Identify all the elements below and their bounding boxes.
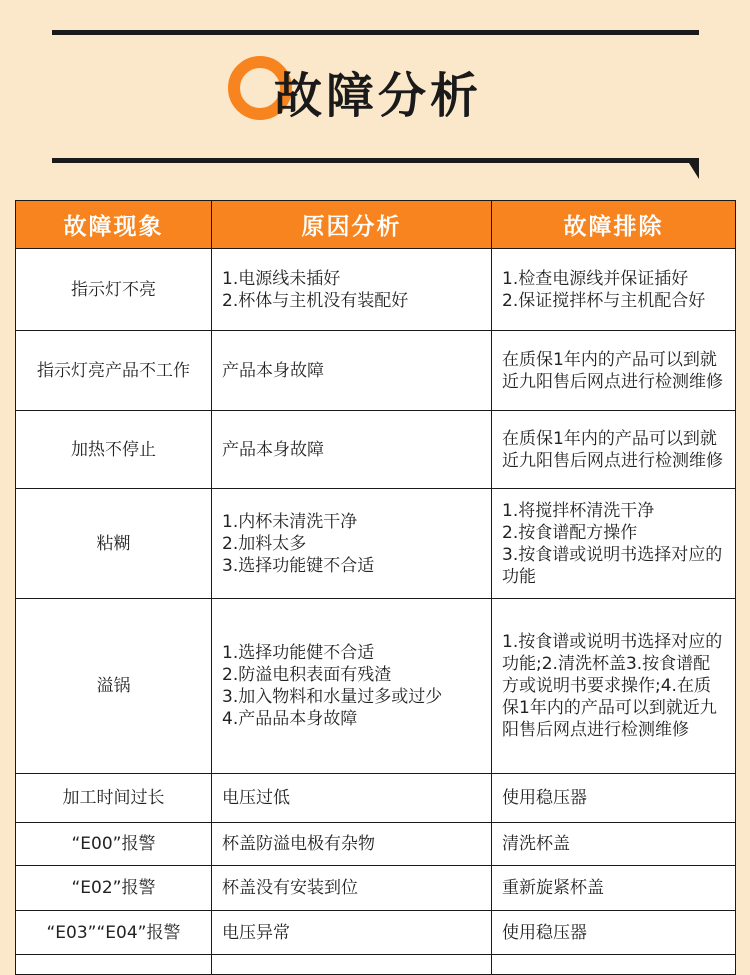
page-title: 故障分析 [274, 68, 483, 124]
fix-line: 使用稳压器 [502, 922, 587, 943]
symptom-cell: 加热不停止 [16, 411, 212, 489]
fault-table [15, 200, 736, 975]
fix-cell [492, 823, 736, 866]
header-symptom: 故障现象 [16, 201, 212, 249]
symptom-cell: 溢锅 [16, 599, 212, 774]
rule-tip [689, 163, 699, 179]
symptom-cell: 指示灯不亮 [16, 249, 212, 331]
table-row [16, 911, 736, 955]
table-row-partial [16, 955, 736, 975]
cause-line: 产品本身故障 [222, 360, 324, 381]
bottom-rule [52, 158, 699, 163]
cause-cell [212, 411, 492, 489]
symptom-cell: “E02”报警 [16, 866, 212, 911]
fix-line: 在质保1年内的产品可以到就近九阳售后网点进行检测维修 [502, 349, 723, 392]
fix-cell [492, 599, 736, 774]
cause-line: 3.选择功能键不合适 [222, 555, 375, 576]
cause-line: 2.杯体与主机没有装配好 [222, 290, 409, 311]
cause-line: 1.选择功能健不合适 [222, 643, 375, 663]
cause-line: 杯盖没有安装到位 [222, 878, 358, 898]
table-row [16, 411, 736, 489]
symptom-cell: 粘糊 [16, 489, 212, 599]
cause-line: 2.加料太多 [222, 533, 307, 554]
symptom-cell: 指示灯亮产品不工作 [16, 331, 212, 411]
cause-line: 电压异常 [222, 922, 290, 943]
cause-cell [212, 599, 492, 774]
fix-cell [492, 411, 736, 489]
cause-cell [212, 866, 492, 911]
table-row [16, 249, 736, 331]
fix-line: 3.按食谱或说明书选择对应的功能 [502, 544, 723, 587]
fix-line: 2.保证搅拌杯与主机配合好 [502, 290, 706, 311]
table-header-row [16, 201, 736, 249]
fix-line: 使用稳压器 [502, 788, 587, 808]
fix-line: 2.按食谱配方操作 [502, 522, 638, 543]
header-cause: 原因分析 [212, 201, 492, 249]
table-row [16, 489, 736, 599]
fault-table-wrapper [15, 200, 735, 975]
cause-cell [212, 249, 492, 331]
fix-cell [492, 249, 736, 331]
fix-line: 清洗杯盖 [502, 834, 570, 854]
cause-cell [212, 774, 492, 823]
fix-cell [492, 866, 736, 911]
fix-line: 1.检查电源线并保证插好 [502, 268, 689, 289]
cause-line: 4.产品品本身故障 [222, 709, 358, 729]
symptom-cell: “E03”“E04”报警 [16, 911, 212, 955]
table-row [16, 774, 736, 823]
cause-cell [212, 489, 492, 599]
top-rule [52, 30, 699, 35]
table-row [16, 823, 736, 866]
fix-line: 1.将搅拌杯清洗干净 [502, 500, 655, 521]
fix-line: 在质保1年内的产品可以到就近九阳售后网点进行检测维修 [502, 428, 723, 471]
cause-cell [212, 823, 492, 866]
table-row [16, 331, 736, 411]
fix-cell [492, 774, 736, 823]
cause-line: 2.防溢电积表面有残渣 [222, 665, 392, 685]
table-row [16, 599, 736, 774]
cause-line: 杯盖防溢电极有杂物 [222, 834, 375, 854]
cause-line: 电压过低 [222, 788, 290, 808]
header-fix: 故障排除 [492, 201, 736, 249]
fix-cell [492, 331, 736, 411]
fix-line: 1.按食谱或说明书选择对应的功能;2.清洗杯盖3.按食谱配方或说明书要求操作;4.在质保1年内的产品可以到就近九阳售后网点进行检测维修 [502, 632, 723, 740]
symptom-cell: 加工时间过长 [16, 774, 212, 823]
symptom-cell: “E00”报警 [16, 823, 212, 866]
fix-line: 重新旋紧杯盖 [502, 878, 604, 898]
cause-cell [212, 331, 492, 411]
empty-cell [212, 955, 492, 975]
cause-line: 1.内杯未清洗干净 [222, 511, 358, 532]
fix-cell [492, 489, 736, 599]
cause-line: 3.加入物料和水量过多或过少 [222, 687, 443, 707]
empty-cell [16, 955, 212, 975]
empty-cell [492, 955, 736, 975]
fix-cell [492, 911, 736, 955]
cause-line: 1.电源线未插好 [222, 268, 341, 289]
table-row [16, 866, 736, 911]
cause-cell [212, 911, 492, 955]
cause-line: 产品本身故障 [222, 439, 324, 460]
